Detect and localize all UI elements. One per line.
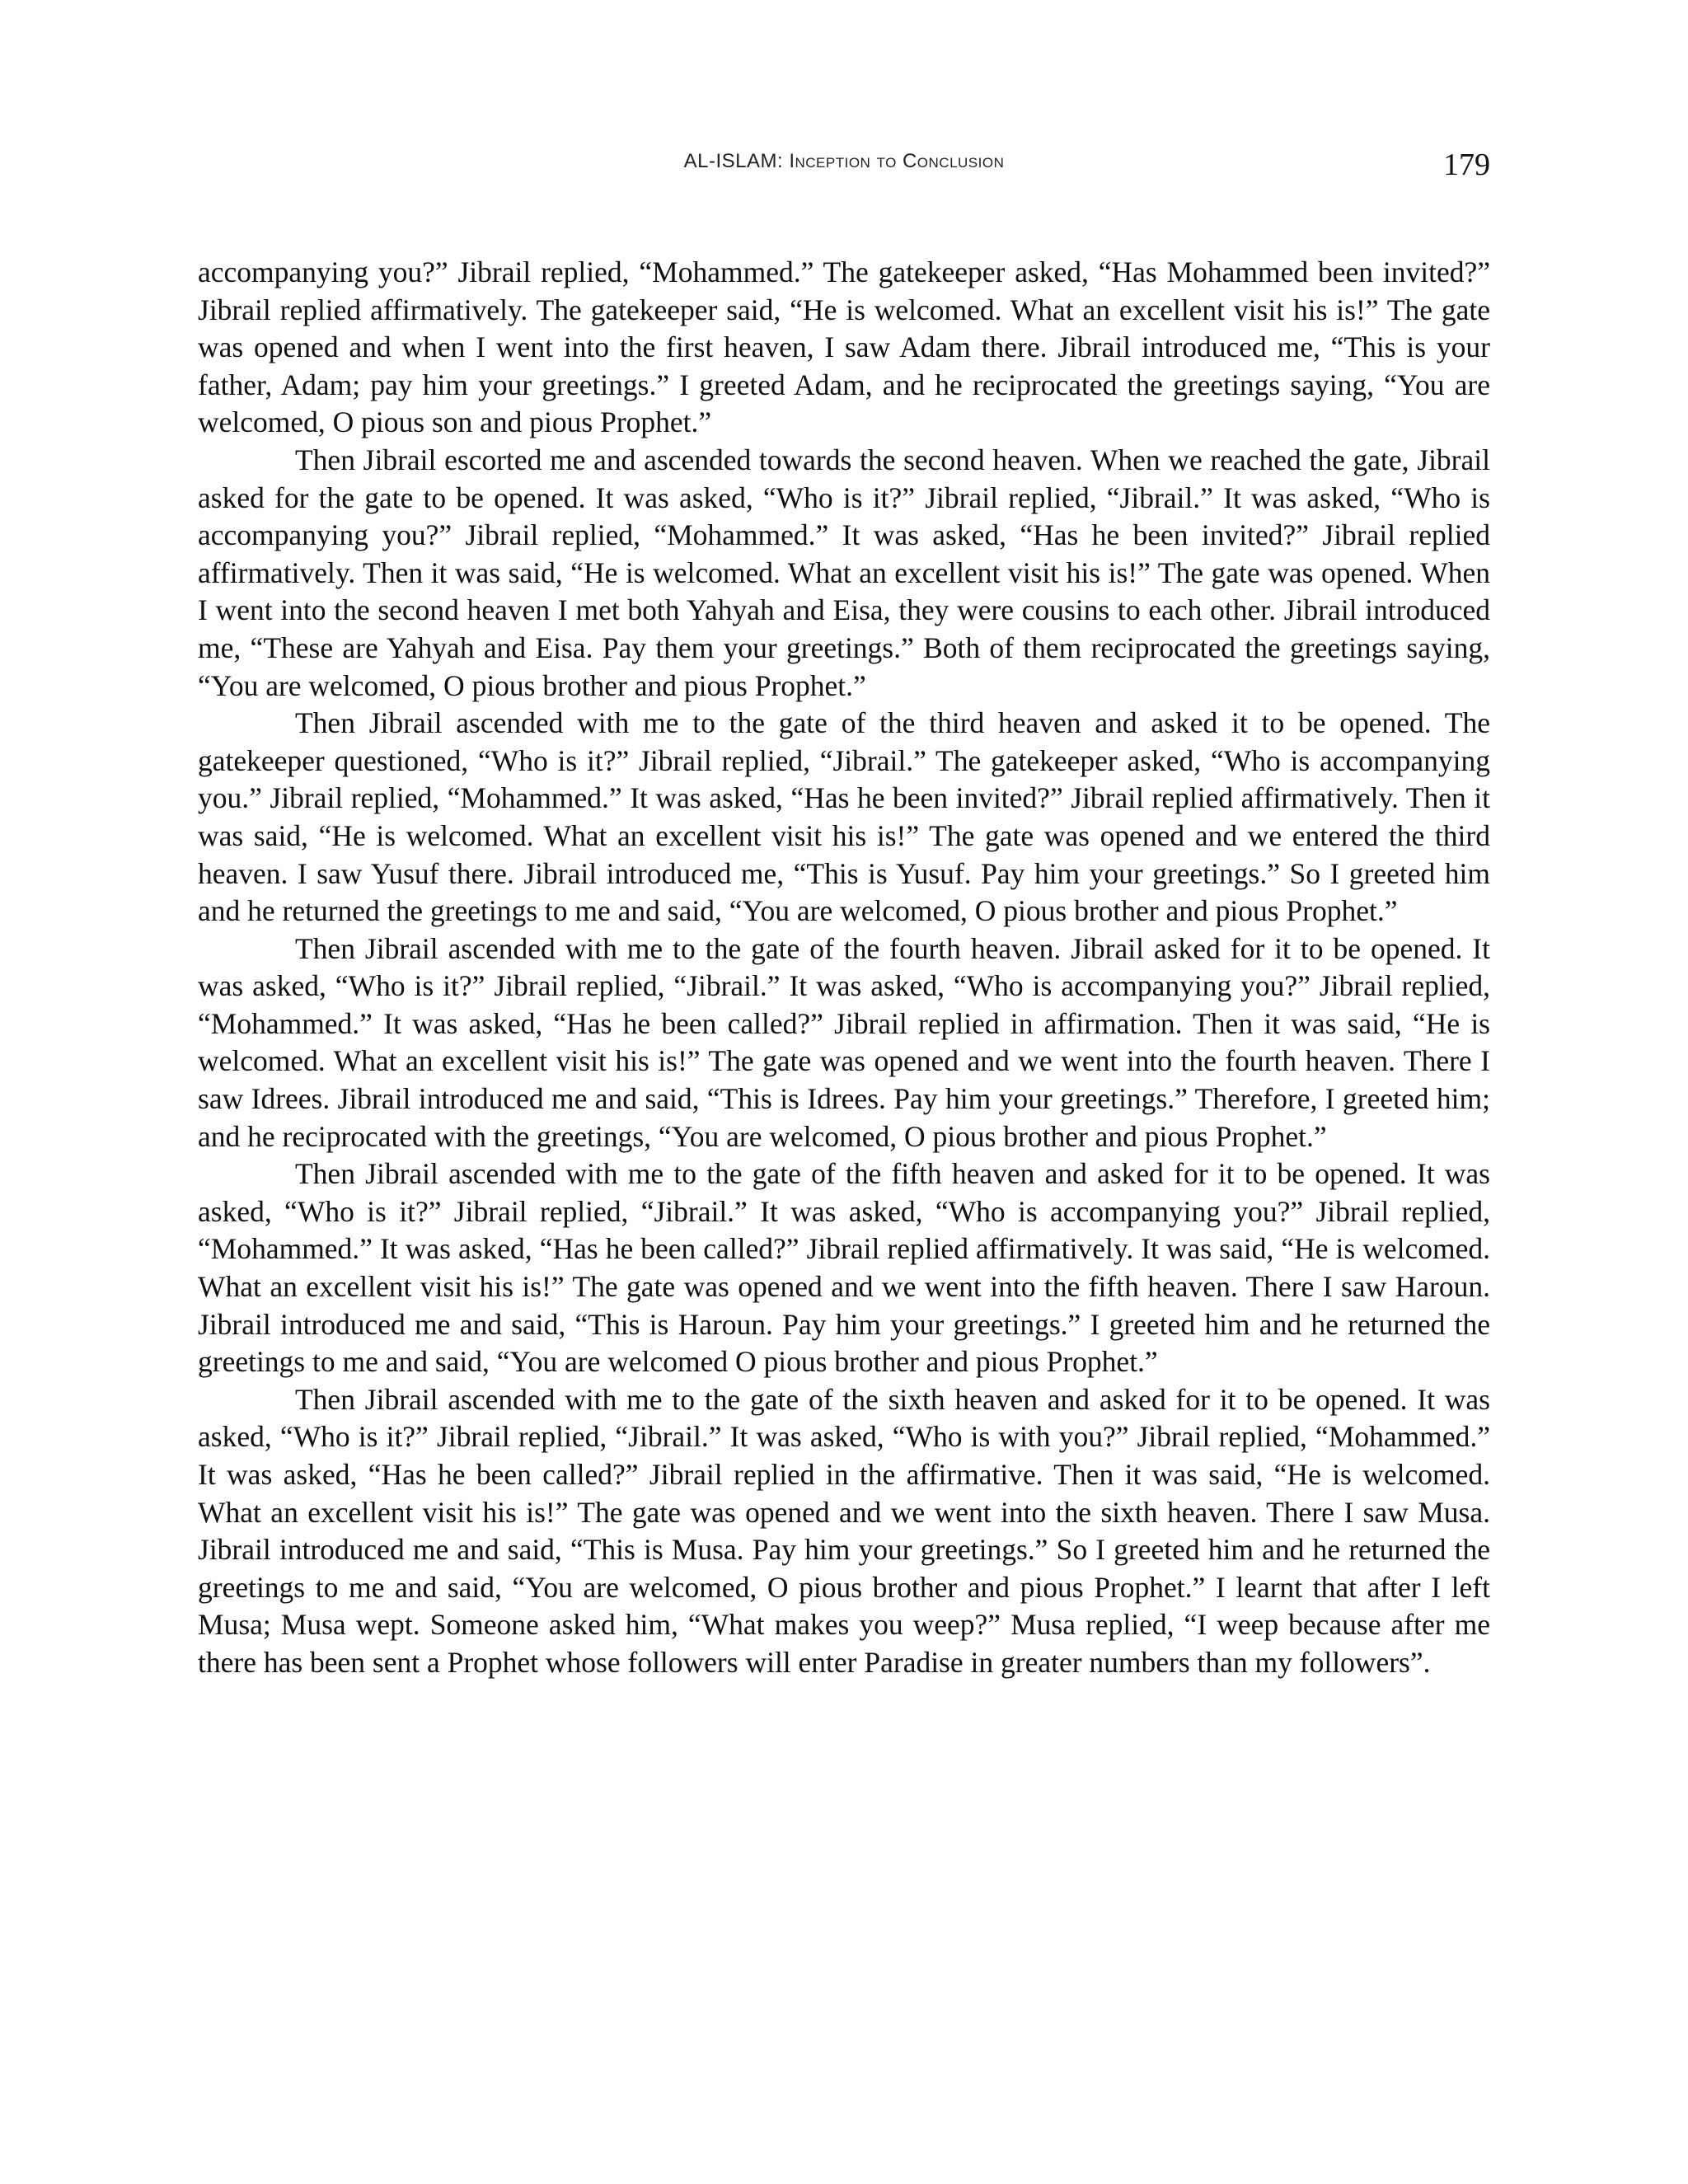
paragraph: Then Jibrail ascended with me to the gate of the fifth heaven and asked for it to be opened. It was asked, “Who is it?” Jibrail replied, “Jibrail.” It was asked, “Who is accompanying you?” Jibrail replied, “Mohammed.” It was asked, “Has he been called?” Jibrail replied affirmatively. It was said, “He is welcomed. What an excellent visit his is!” The gate was opened and we went into the fifth heaven. There I saw Haroun. Jibrail introduced me and said, “This is Haroun. Pay him your greetings.” I greeted him and he returned the greetings to me and said, “You are welcomed O pious brother and pious Prophet.” <box>198 1157 1490 1379</box>
body-text <box>198 254 1490 1682</box>
running-title: AL-ISLAM: Inception to Conclusion <box>683 150 1005 172</box>
paragraph: Then Jibrail ascended with me to the gate of the fourth heaven. Jibrail asked for it to be opened. It was asked, “Who is it?” Jibrail replied, “Jibrail.” It was asked, “Who is accompanying you?” Jibrail replied, “Mohammed.” It was asked, “Has he been called?” Jibrail replied in affirmation. Then it was said, “He is welcomed. What an excellent visit his is!” The gate was opened and we went into the fourth heaven. There I saw Idrees. Jibrail introduced me and said, “This is Idrees. Pay him your greetings.” Therefore, I greeted him; and he reciprocated with the greetings, “You are welcomed, O pious brother and pious Prophet.” <box>198 931 1490 1153</box>
paragraph: accompanying you?” Jibrail replied, “Mohammed.” The gatekeeper asked, “Has Mohammed been invited?” Jibrail replied affirmatively. The gatekeeper said, “He is welcomed. What an excellent visit his is!” The gate was opened and when I went into the first heaven, I saw Adam there. Jibrail introduced me, “This is your father, Adam; pay him your greetings.” I greeted Adam, and he reciprocated the greetings saying, “You are welcomed, O pious son and pious Prophet.” <box>198 255 1490 439</box>
paragraph: Then Jibrail escorted me and ascended towards the second heaven. When we reached the gate, Jibrail asked for the gate to be opened. It was asked, “Who is it?” Jibrail replied, “Jibrail.” It was asked, “Who is accompanying you?” Jibrail replied, “Mohammed.” It was asked, “Has he been invited?” Jibrail replied affirmatively. Then it was said, “He is welcomed. What an excellent visit his is!” The gate was opened. When I went into the second heaven I met both Yahyah and Eisa, they were cousins to each other. Jibrail introduced me, “These are Yahyah and Eisa. Pay them your greetings.” Both of them reciprocated the greetings saying, “You are welcomed, O pious brother and pious Prophet.” <box>198 443 1490 702</box>
running-header <box>198 147 1490 180</box>
page-number: 179 <box>1443 148 1490 182</box>
paragraph: Then Jibrail ascended with me to the gate of the third heaven and asked it to be opened. The gatekeeper questioned, “Who is it?” Jibrail replied, “Jibrail.” The gatekeeper asked, “Who is accompanying you.” Jibrail replied, “Mohammed.” It was asked, “Has he been invited?” Jibrail replied affirmatively. Then it was said, “He is welcomed. What an excellent visit his is!” The gate was opened and we entered the third heaven. I saw Yusuf there. Jibrail introduced me, “This is Yusuf. Pay him your greetings.” So I greeted him and he returned the greetings to me and said, “You are welcomed, O pious brother and pious Prophet.” <box>198 706 1490 928</box>
paragraph: Then Jibrail ascended with me to the gate of the sixth heaven and asked for it to be opened. It was asked, “Who is it?” Jibrail replied, “Jibrail.” It was asked, “Who is with you?” Jibrail replied, “Mohammed.” It was asked, “Has he been called?” Jibrail replied in the affirmative. Then it was said, “He is welcomed. What an excellent visit his is!” The gate was opened and we went into the sixth heaven. There I saw Musa. Jibrail introduced me and said, “This is Musa. Pay him your greetings.” So I greeted him and he returned the greetings to me and said, “You are welcomed, O pious brother and pious Prophet.” I learnt that after I left Musa; Musa wept. Someone asked him, “What makes you weep?” Musa replied, “I weep because after me there has been sent a Prophet whose followers will enter Paradise in greater numbers than my followers”. <box>198 1382 1490 1679</box>
